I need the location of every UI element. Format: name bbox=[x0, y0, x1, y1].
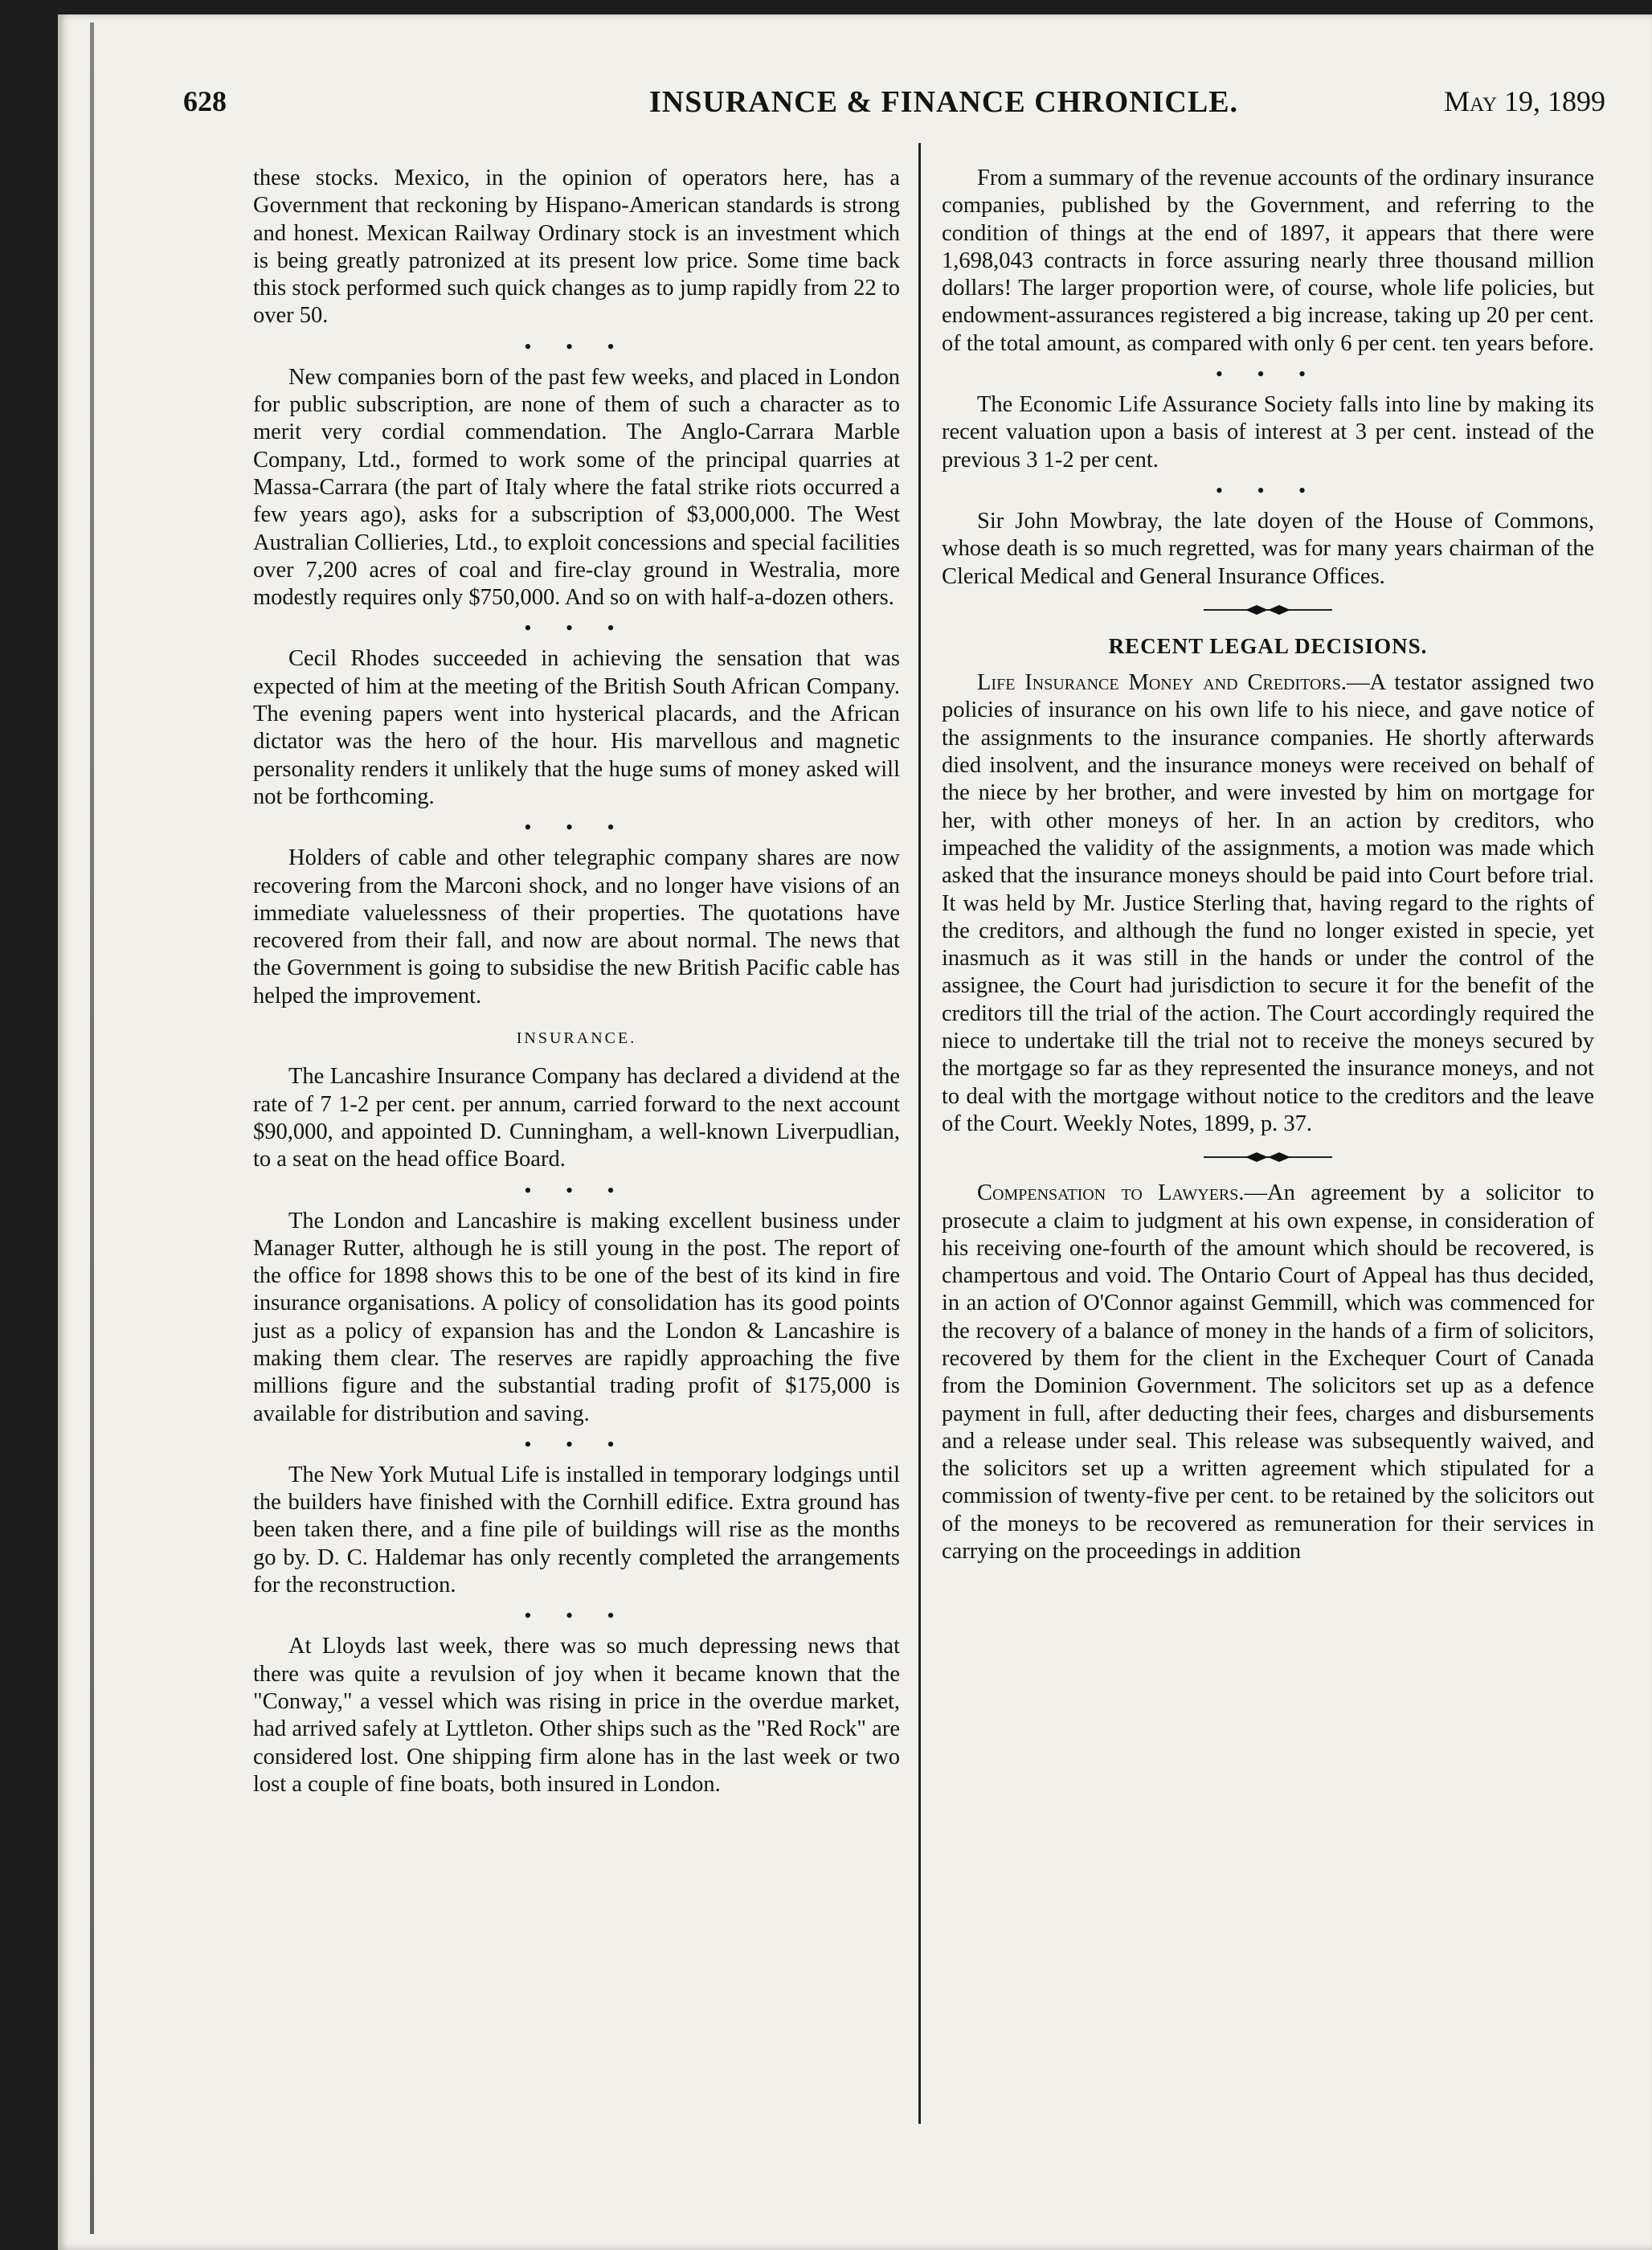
column-divider bbox=[918, 143, 921, 2124]
paragraph-lead: Compensation to Lawyers. bbox=[977, 1180, 1245, 1206]
article-paragraph: The New York Mutual Life is installed in temporary lodgings until the builders have finished with the Cornhill edifice. Extra ground has been taken there, and a fine pile of buildings will rise as the months go by. D. C. Haldemar has only recently completed the arrangements for the reconstruction. bbox=[253, 1462, 900, 1598]
article-paragraph: these stocks. Mexico, in the opinion of operators here, has a Government that reckoning by Hispano-American standards is strong and honest. Mexican Railway Ordinary stock is an investment which is being greatly patronized at its present low price. Some time back this stock performed such quick changes as to jump rapidly from 22 to over 50. bbox=[253, 166, 900, 329]
issue-date: May 19, 1899 bbox=[1444, 85, 1605, 117]
right-column bbox=[942, 165, 1594, 1565]
article-paragraph: Holders of cable and other telegraphic company shares are now recovering from the Marconi shock, and no longer have visions of an immediate valuelessness of their properties. The quotations have recovered from their fall, and now are about normal. The news that the Government is going to subsidise the new British Pacific cable has helped the improvement. bbox=[253, 845, 900, 1008]
article-paragraph: Cecil Rhodes succeeded in achieving the sensation that was expected of him at the meeting of the British South African Company. The evening papers went into hysterical placards, and the African dictator was the hero of the hour. His marvellous and magnetic personality renders it unlikely that the huge sums of money asked will not be forthcoming. bbox=[253, 646, 900, 809]
article-paragraph: The Lancashire Insurance Company has declared a dividend at the rate of 7 1-2 per cent. per annum, carried forward to the next account $90,000, and appointed D. Cunningham, a well-known Liverpudlian, to a seat on the head office Board. bbox=[253, 1064, 900, 1172]
section-separator: • • • bbox=[524, 334, 629, 358]
article-paragraph: Sir John Mowbray, the late doyen of the House of Commons, whose death is so much regretted, was for many years chairman of the Clerical Medical and General Insurance Offices. bbox=[942, 508, 1594, 589]
paragraph-body: —A testator assigned two policies of insurance on his own life to his niece, and gave notice of the assignments to the insurance companies. He shortly afterwards died insolvent, and the insurance moneys were received on behalf of the niece by her brother, and were invested by him on mortgage for her, with other moneys of her. In an action by creditors, who impeached the validity of the assignments, a motion was made which asked that the insurance moneys should be paid into Court before trial. It was held by Mr. Justice Sterling that, having regard to the rights of the creditors, and although the fund no longer existed in specie, yet inasmuch as it was still in the hands or under the control of the assignee, the Court had jurisdiction to secure it for the benefit of the creditors till the trial of the action. The Court accordingly required the niece to undertake till the trial not to receive the moneys secured by the mortgage so far as they represented the insurance moneys, and not to deal with the mortgage without notice to the creditors and the leave of the Court. Weekly Notes, 1899, p. 37. bbox=[942, 670, 1594, 1136]
section-separator: • • • bbox=[524, 1604, 629, 1628]
paragraph-body: —An agreement by a solicitor to prosecute a claim to judgment at his own expense, in consideration of his receiving one-fourth of the amount which should be recovered, is champertous and void. The Ontario Court of Appeal has thus decided, in an action of O'Connor against Gemmill, which was commenced for the recovery of a balance of money in the hands of a firm of solicitors, recovered by them for the client in the Exchequer Court of Canada from the Dominion Government. The solicitors set up as a defence payment in full, after deducting their fees, charges and disbursements and a release under seal. This release was subsequently waived, and the solicitors set up a written agreement which stipulated for a commission of twenty-five per cent. to be retained by the solicitors out of the moneys to be recovered as remuneration for their services in carrying on the proceedings in addition bbox=[942, 1180, 1594, 1565]
section-separator: • • • bbox=[1215, 362, 1321, 387]
left-column bbox=[253, 165, 900, 1798]
ornament-divider-icon bbox=[1204, 602, 1332, 618]
article-paragraph: From a summary of the revenue accounts of the ordinary insurance companies, published by the Government, and referring to the condition of things at the end of 1897, it appears that there were 1,698,043 contracts in force assuring nearly three thousand million dollars! The larger proportion were, of course, whole life policies, but endowment-assurances registered a big increase, taking up 20 per cent. of the total amount, as compared with only 6 per cent. ten years before. bbox=[942, 166, 1594, 356]
paragraph-lead: Life Insurance Money and Creditors. bbox=[977, 670, 1347, 696]
section-title: RECENT LEGAL DECISIONS. bbox=[1108, 633, 1428, 658]
section-separator: • • • bbox=[1215, 478, 1321, 502]
article-paragraph: The London and Lancashire is making excellent business under Manager Rutter, although he is still young in the post. The report of the office for 1898 shows this to be one of the best of its kind in fire insurance organisations. A policy of consolidation has its good points just as a policy of expansion has and the London & Lancashire is making them clear. The reserves are rapidly approaching the five millions figure and the substantial trading profit of $175,000 is available for distribution and saving. bbox=[253, 1208, 900, 1426]
page-header bbox=[183, 84, 1605, 133]
section-separator: • • • bbox=[524, 1178, 629, 1202]
binding-fold bbox=[90, 22, 94, 2234]
article-paragraph: At Lloyds last week, there was so much depressing news that there was quite a revulsion of joy when it became known that the "Conway," a vessel which was rising in price in the overdue market, had arrived safely at Lyttleton. Other ships such as the "Red Rock" are considered lost. One shipping firm alone has in the last week or two lost a couple of fine boats, both insured in London. bbox=[253, 1634, 900, 1797]
page-number: 628 bbox=[183, 85, 227, 117]
insurance-subheading: INSURANCE. bbox=[516, 1029, 637, 1048]
section-separator: • • • bbox=[524, 816, 629, 840]
article-paragraph bbox=[942, 1180, 1594, 1565]
publication-title: INSURANCE & FINANCE CHRONICLE. bbox=[649, 85, 1239, 119]
section-separator: • • • bbox=[524, 1432, 629, 1456]
article-paragraph bbox=[942, 669, 1594, 1138]
ornament-divider-icon bbox=[1204, 1149, 1332, 1165]
article-paragraph: The Economic Life Assurance Society falls into line by making its recent valuation upon a basis of interest at 3 per cent. instead of the previous 3 1-2 per cent. bbox=[942, 392, 1594, 472]
article-paragraph: New companies born of the past few weeks, and placed in London for public subscription, are none of them of such a character as to merit very cordial commendation. The Anglo-Carrara Marble Company, Ltd., formed to work some of the principal quarries at Massa-Carrara (the part of Italy where the fatal strike riots occurred a few years ago), asks for a subscription of $3,000,000. The West Australian Collieries, Ltd., to exploit concessions and special facilities over 7,200 acres of coal and fire-clay ground in Westralia, more modestly requires only $750,000. And so on with half-a-dozen others. bbox=[253, 364, 900, 611]
section-separator: • • • bbox=[524, 616, 629, 640]
